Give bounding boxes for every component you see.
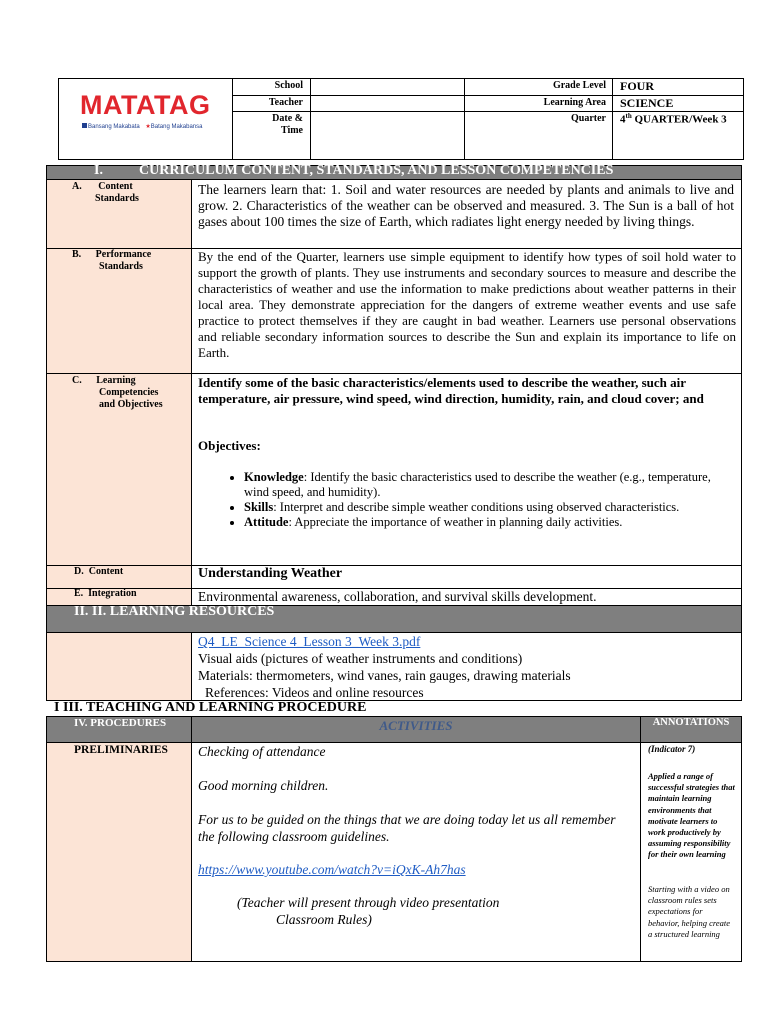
content-text: Understanding Weather	[198, 566, 343, 581]
objectives-list	[198, 470, 718, 530]
grade-label: Grade Level	[552, 80, 606, 91]
activity-attendance: Checking of attendance	[198, 744, 326, 759]
section2-label-column	[46, 633, 192, 701]
references-text: References: Videos and online resources	[205, 685, 424, 700]
materials-text: Materials: thermometers, wind vanes, rain gauges, drawing materials	[198, 668, 571, 683]
section3-title: I III. TEACHING AND LEARNING PROCEDURE	[54, 700, 367, 715]
competency-text: Identify some of the basic characteristics/elements used to describe the weather, such air temperature, air pressure, wind speed, wind direction, humidity, rain, and cloud cover; and	[198, 375, 704, 406]
content-label: D. Content	[74, 566, 124, 577]
activities-col-header: ACTIVITIES	[379, 718, 453, 733]
preliminaries-cell	[46, 743, 192, 962]
content-standards-label: A. Content Standards	[72, 181, 139, 204]
content-standards-text: The learners learn that: 1. Soil and water resources are needed by plants and animals to live and grow. 2. Characteristics of the weather can be observed and measured. 3. The Sun is a ball of hot gases about 100 times the size of Earth, which radiates light energy needed by living things.	[198, 182, 734, 229]
integration-label: E. Integration	[74, 588, 137, 599]
quarter-value: 4th QUARTER/Week 3	[620, 112, 727, 126]
procedures-col-header: IV. PROCEDURES	[74, 717, 167, 729]
video-link[interactable]: https://www.youtube.com/watch?v=iQxK-Ah7has	[198, 862, 466, 877]
objective-attitude: • Attitude: Appreciate the importance of weather in planning daily activities.	[244, 515, 718, 530]
visual-aids-text: Visual aids (pictures of weather instruments and conditions)	[198, 651, 523, 666]
school-label: School	[274, 80, 303, 91]
competencies-label: C. Learning Competencies and Objectives	[72, 375, 163, 410]
lesson-pdf-link[interactable]: Q4_LE_Science 4_Lesson 3_Week 3.pdf	[198, 634, 421, 649]
annotations-col-header: ANNOTATIONS	[652, 717, 730, 728]
integration-text: Environmental awareness, collaboration, and survival skills development.	[198, 589, 597, 604]
annotation-indicator: (Indicator 7)	[648, 744, 696, 754]
star-icon: ★	[145, 124, 151, 130]
date-label: Date & Time	[272, 113, 303, 136]
grade-value: FOUR	[620, 79, 654, 93]
section1-title: CURRICULUM CONTENT, STANDARDS, AND LESSON COMPETENCIES	[139, 163, 614, 178]
performance-standards-text: By the end of the Quarter, learners use simple equipment to identify how types of soil hold water to support the growth of plants. They use instruments and secondary sources to measure and describe the characteristics of weather and use the information to make predictions about weather patterns in their local area. They demonstrate appreciation for the dangers of extreme weather events and use safe practice to protect themselves if they are caught in bad weather. Learners use personal observations and reliable secondary information sources to describe the Sun and explain its importance to life on Earth.	[198, 249, 736, 360]
section1-number: I.	[94, 163, 103, 178]
activity-video-note-2: Classroom Rules)	[276, 912, 372, 927]
objective-knowledge: • Knowledge: Identify the basic characteristics used to describe the weather (e.g., temperature, wind speed, and humidity).	[244, 470, 718, 500]
performance-standards-label: B. Performance Standards	[72, 249, 152, 272]
preliminaries-label: PRELIMINARIES	[74, 744, 168, 756]
section2-title: II. II. LEARNING RESOURCES	[74, 604, 275, 619]
objectives-title: Objectives:	[198, 438, 261, 453]
activity-video-note-1: (Teacher will present through video presentation	[237, 895, 500, 910]
logo-tagline: Bansang Makabata ★Batang Makabansa	[82, 123, 202, 130]
quarter-label: Quarter	[571, 113, 606, 124]
annotation-explanation: Starting with a video on classroom rules sets expectations for behavior, helping create a structured learning	[648, 884, 731, 939]
logo	[74, 90, 224, 138]
area-value: SCIENCE	[620, 96, 674, 110]
annotation-strategy: Applied a range of successful strategies that maintain learning environments that motivate learners to work productively by assuming responsibility for their own learning	[648, 771, 735, 860]
flag-icon	[82, 123, 87, 128]
logo-wordmark: MATATAG	[80, 90, 211, 120]
teacher-label: Teacher	[268, 97, 303, 108]
activity-greeting: Good morning children.	[198, 778, 329, 793]
activity-guidelines: For us to be guided on the things that we are doing today let us all remember the following classroom guidelines.	[198, 812, 616, 844]
area-label: Learning Area	[543, 97, 606, 108]
objective-skills: • Skills: Interpret and describe simple weather conditions using observed characteristics.	[244, 500, 718, 515]
